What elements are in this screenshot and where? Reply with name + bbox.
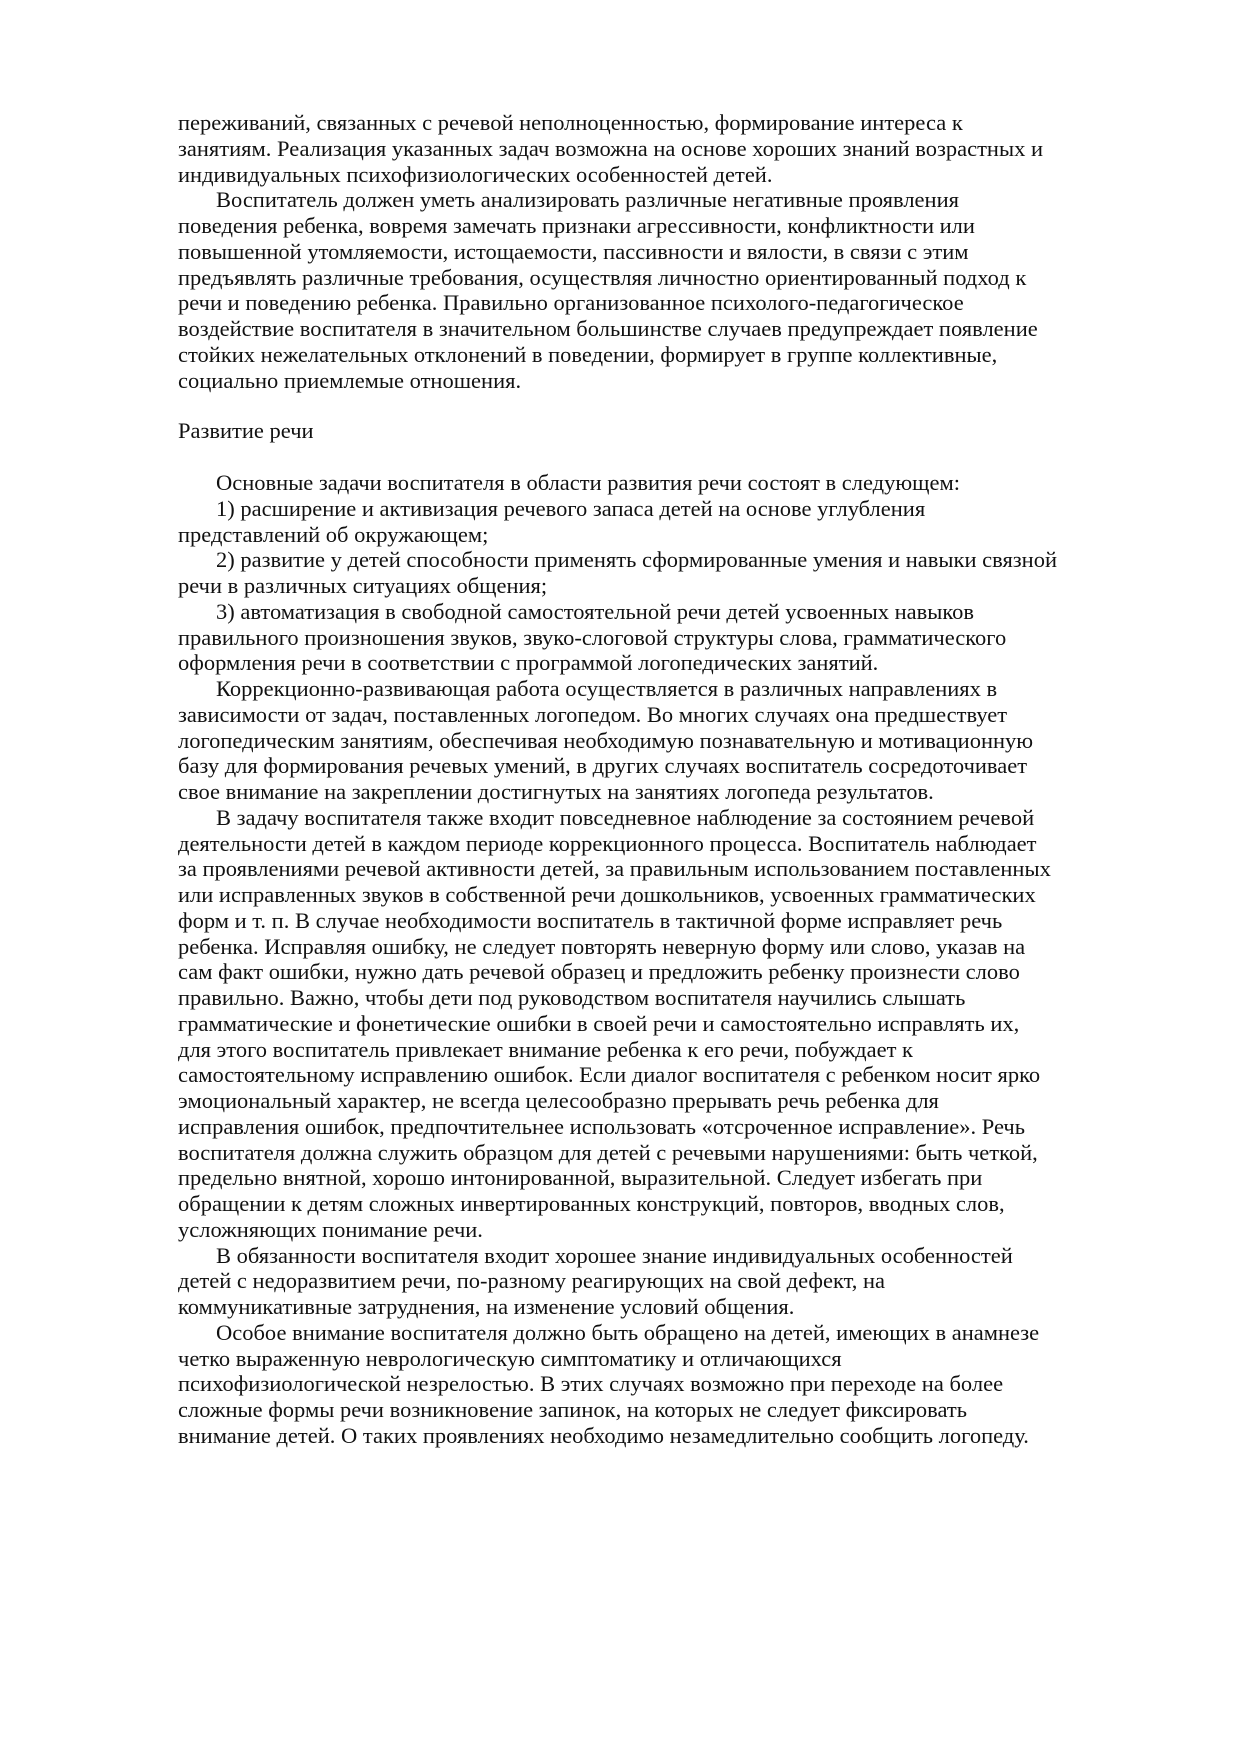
paragraph bbox=[178, 470, 1178, 496]
text-line: внимание детей. О таких проявлениях необходимо незамедлительно сообщить логопеду. bbox=[178, 1422, 1029, 1448]
text-line: обращении к детям сложных инвертированных конструкций, повторов, вводных слов, bbox=[178, 1191, 1005, 1216]
text-line: социально приемлемые отношения. bbox=[178, 367, 522, 393]
text-line: предельно внятной, хорошо интонированной, выразительной. Следует избегать при bbox=[178, 1165, 983, 1191]
text-line: детей с недоразвитием речи, по-разному реагирующих на свой дефект, на bbox=[178, 1268, 886, 1294]
text-line: ребенка. Исправляя ошибку, не следует повторять неверную форму или слово, указав на bbox=[178, 933, 1026, 959]
text-line: В обязанности воспитателя входит хорошее знание индивидуальных особенностей bbox=[216, 1242, 1013, 1268]
text-line: переживаний, связанных с речевой неполноценностью, формирование интереса к bbox=[178, 110, 963, 135]
text-line: воздействие воспитателя в значительном большинстве случаев предупреждает появление bbox=[178, 316, 1038, 341]
paragraph bbox=[178, 676, 1178, 805]
paragraph bbox=[178, 110, 1178, 187]
text-line: поведения ребенка, вовремя замечать признаки агрессивности, конфликтности или bbox=[178, 213, 975, 238]
heading-text: Развитие речи bbox=[178, 418, 314, 444]
text-line: форм и т. п. В случае необходимости воспитатель в тактичной форме исправляет речь bbox=[178, 907, 1003, 933]
text-line: занятиям. Реализация указанных задач возможна на основе хороших знаний возрастных и bbox=[178, 135, 1044, 161]
paragraph bbox=[178, 805, 1178, 1243]
text-line: четко выраженную неврологическую симптоматику и отличающихся bbox=[178, 1345, 842, 1371]
text-line: Основные задачи воспитателя в области развития речи состоят в следующем: bbox=[216, 470, 960, 495]
text-line: усложняющих понимание речи. bbox=[178, 1216, 483, 1242]
text-line: грамматические и фонетические ошибки в своей речи и самостоятельно исправлять их, bbox=[178, 1010, 1020, 1036]
text-line: за проявлениями речевой активности детей, за правильным использованием поставленных bbox=[178, 856, 1051, 882]
text-line: 3) автоматизация в свободной самостоятельной речи детей усвоенных навыков bbox=[216, 598, 975, 624]
text-line: психофизиологической незрелостью. В этих случаях возможно при переходе на более bbox=[178, 1371, 1004, 1397]
paragraph bbox=[178, 187, 1178, 393]
text-line: правильно. Важно, чтобы дети под руководством воспитателя научились слышать bbox=[178, 985, 966, 1010]
text-line: самостоятельному исправлению ошибок. Если диалог воспитателя с ребенком носит ярко bbox=[178, 1062, 1041, 1088]
text-line: коммуникативные затруднения, на изменение условий общения. bbox=[178, 1294, 795, 1319]
text-line: исправления ошибок, предпочтительнее использовать «отсроченное исправление». Речь bbox=[178, 1113, 1026, 1139]
text-line: Коррекционно-развивающая работа осуществляется в различных направлениях в bbox=[216, 676, 998, 701]
text-line: представлений об окружающем; bbox=[178, 521, 489, 547]
document-page bbox=[178, 110, 1178, 1449]
text-line: для этого воспитатель привлекает внимание ребенка к его речи, побуждает к bbox=[178, 1036, 913, 1062]
text-line: или исправленных звуков в собственной речи дошкольников, усвоенных грамматических bbox=[178, 882, 1036, 907]
text-line: воспитателя должна служить образцом для детей с речевыми нарушениями: быть четкой, bbox=[178, 1139, 1038, 1165]
text-line: речи и поведению ребенка. Правильно организованное психолого-педагогическое bbox=[178, 290, 964, 316]
text-line: логопедическим занятиям, обеспечивая необходимую познавательную и мотивационную bbox=[178, 727, 1034, 753]
text-line: деятельности детей в каждом периоде коррекционного процесса. Воспитатель наблюдает bbox=[178, 830, 1037, 856]
text-line: эмоциональный характер, не всегда целесообразно прерывать речь ребенка для bbox=[178, 1088, 939, 1113]
text-line: Воспитатель должен уметь анализировать различные негативные проявления bbox=[216, 187, 959, 213]
text-line: предъявлять различные требования, осуществляя личностно ориентированный подход к bbox=[178, 264, 1027, 290]
text-line: 2) развитие у детей способности применять сформированные умения и навыки связной bbox=[216, 547, 1058, 573]
paragraph bbox=[178, 599, 1178, 676]
text-line: зависимости от задач, поставленных логопедом. Во многих случаях она предшествует bbox=[178, 701, 1008, 727]
text-line: сам факт ошибки, нужно дать речевой образец и предложить ребенку произнести слово bbox=[178, 959, 1020, 985]
text-line: 1) расширение и активизация речевого запаса детей на основе углубления bbox=[216, 495, 926, 521]
text-line: индивидуальных психофизиологических особенностей детей. bbox=[178, 161, 773, 187]
section-heading bbox=[178, 418, 1178, 444]
text-line: речи в различных ситуациях общения; bbox=[178, 573, 548, 598]
text-line: В задачу воспитателя также входит повседневное наблюдение за состоянием речевой bbox=[216, 804, 1035, 830]
text-line: Особое внимание воспитателя должно быть обращено на детей, имеющих в анамнезе bbox=[216, 1319, 1040, 1345]
text-line: сложные формы речи возникновение запинок, на которых не следует фиксировать bbox=[178, 1397, 967, 1422]
paragraph bbox=[178, 496, 1178, 548]
text-line: повышенной утомляемости, истощаемости, пассивности и вялости, в связи с этим bbox=[178, 238, 969, 264]
text-line: базу для формирования речевых умений, в других случаях воспитатель сосредоточивает bbox=[178, 753, 1028, 779]
text-line: правильного произношения звуков, звуко-слоговой структуры слова, грамматического bbox=[178, 624, 1007, 650]
paragraph bbox=[178, 547, 1178, 599]
text-line: оформления речи в соответствии с программой логопедических занятий. bbox=[178, 650, 879, 676]
paragraph bbox=[178, 1320, 1178, 1449]
text-line: свое внимание на закреплении достигнутых на занятиях логопеда результатов. bbox=[178, 779, 934, 804]
text-line: стойких нежелательных отклонений в поведении, формирует в группе коллективные, bbox=[178, 341, 998, 367]
paragraph bbox=[178, 1243, 1178, 1320]
